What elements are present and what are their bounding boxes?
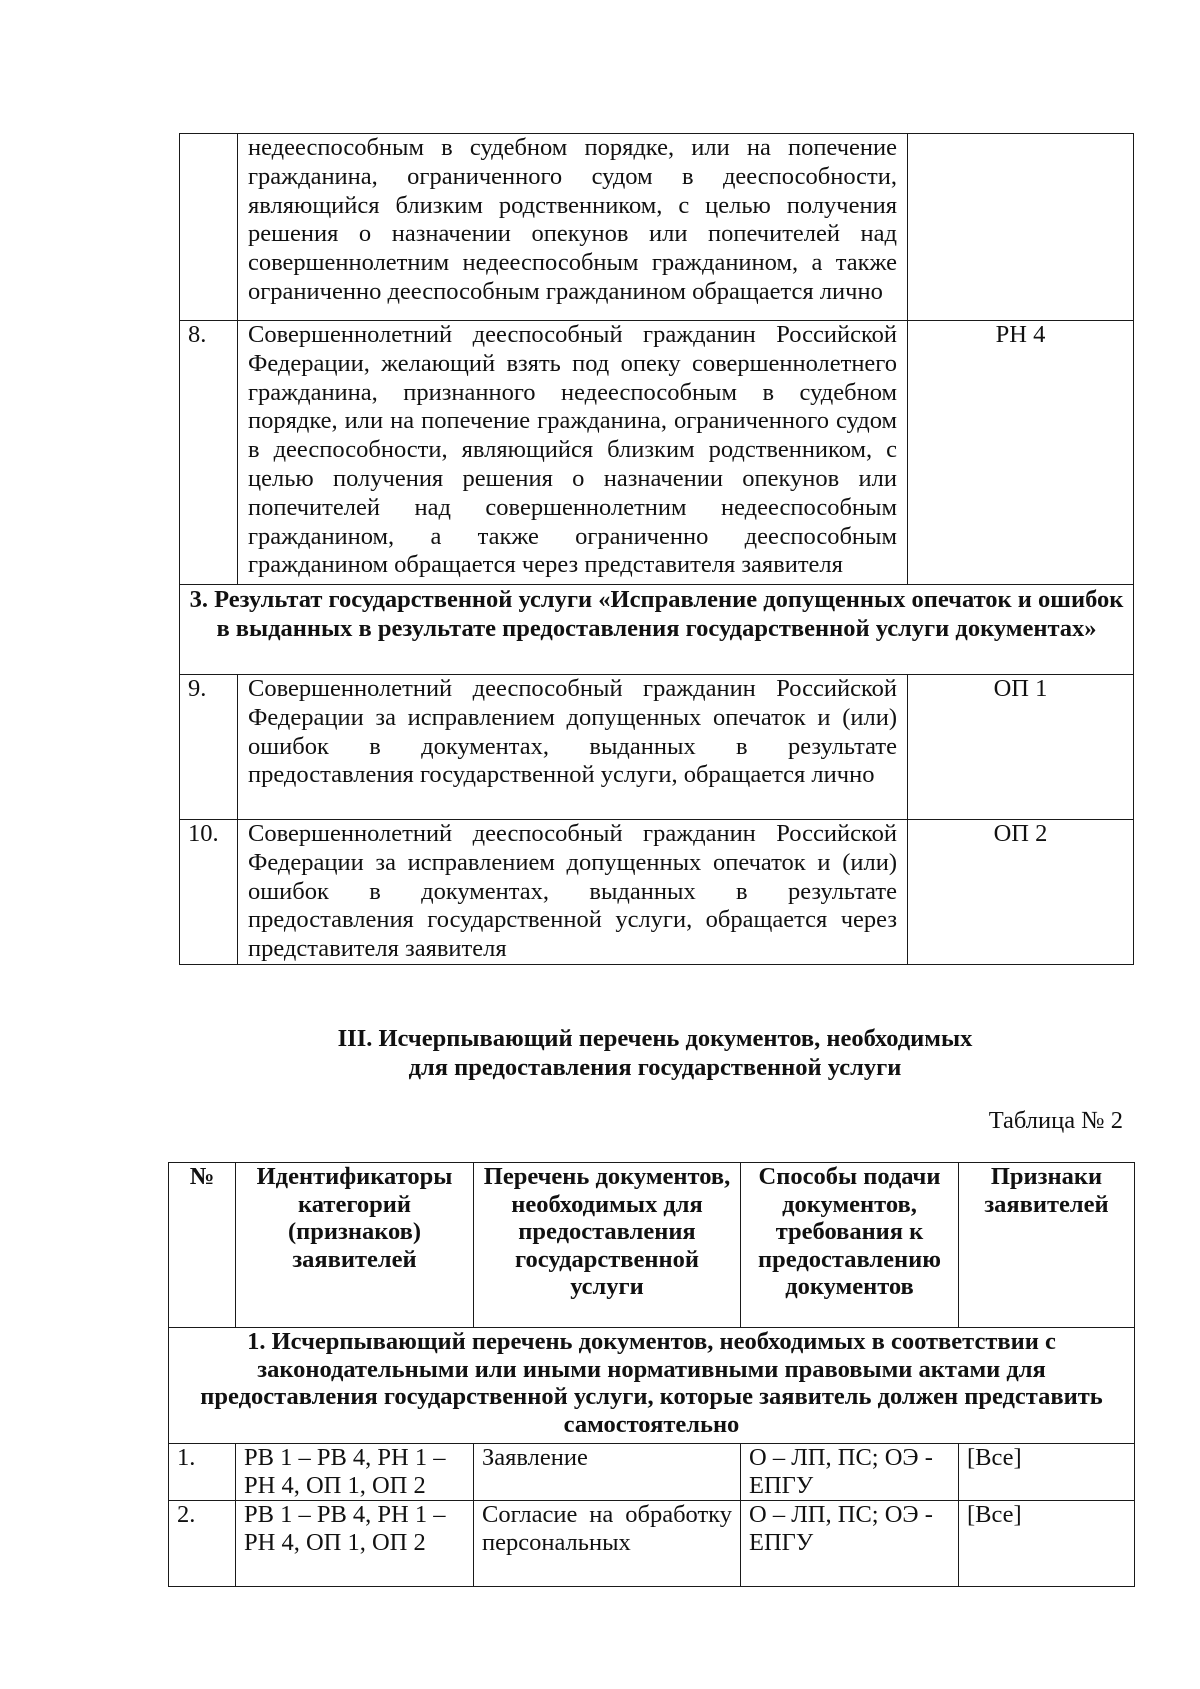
header-signs: Признаки заявителей	[959, 1163, 1135, 1328]
table-row	[180, 134, 1134, 321]
row-identifiers-cell: РВ 1 – РВ 4, РН 1 – РН 4, ОП 1, ОП 2	[236, 1444, 474, 1501]
header-documents: Перечень документов, необходимых для предоставления государственной услуги	[474, 1163, 741, 1328]
table-caption: Таблица № 2	[988, 1107, 1123, 1134]
header-identifiers: Идентификаторы категорий (признаков) заявителей	[236, 1163, 474, 1328]
row-description-cell: недееспособным в судебном порядке, или на попечение гражданина, ограниченного судом в дееспособности, являющийся близким родственником, с целью получения решения о назначении опекунов или попечителей над совершеннолетним недееспособным гражданином, а также ограниченно дееспособным гражданином обращается лично	[238, 134, 908, 321]
row-description-cell: Совершеннолетний дееспособный гражданин Российской Федерации за исправлением допущенных опечаток и (или) ошибок в документах, выданных в результате предоставления государственной услуги, обращается лично	[238, 675, 908, 820]
row-description-cell: Совершеннолетний дееспособный гражданин Российской Федерации за исправлением допущенных опечаток и (или) ошибок в документах, выданных в результате предоставления государственной услуги, обращается через представителя заявителя	[238, 820, 908, 965]
header-methods: Способы подачи документов, требования к предоставлению документов	[741, 1163, 959, 1328]
table-row	[180, 321, 1134, 585]
section-heading-line: III. Исчерпывающий перечень документов, необходимых	[337, 1025, 973, 1052]
row-document-cell: Заявление	[474, 1444, 741, 1501]
row-code-cell: ОП 1	[908, 675, 1134, 820]
section-header-row	[180, 585, 1134, 675]
row-description-cell: Совершеннолетний дееспособный гражданин Российской Федерации, желающий взять под опеку совершеннолетнего гражданина, признанного недееспособным в судебном порядке, или на попечение гражданина, ограниченного судом в дееспособности, являющийся близким родственником, с целью получения решения о назначении опекунов или попечителей над совершеннолетним недееспособным гражданином, а также ограниченно дееспособным гражданином обращается через представителя заявителя	[238, 321, 908, 585]
row-methods-cell: О – ЛП, ПС; ОЭ - ЕПГУ	[741, 1444, 959, 1501]
row-code-cell: ОП 2	[908, 820, 1134, 965]
row-number-cell	[180, 134, 238, 321]
row-number-cell: 9.	[180, 675, 238, 820]
row-code-cell	[908, 134, 1134, 321]
row-signs-cell: [Все]	[959, 1444, 1135, 1501]
row-number-cell: 2.	[169, 1501, 236, 1587]
row-identifiers-cell: РВ 1 – РВ 4, РН 1 – РН 4, ОП 1, ОП 2	[236, 1501, 474, 1587]
section-header: 1. Исчерпывающий перечень документов, необходимых в соответствии с законодательными или иными нормативными правовыми актами для предоставления государственной услуги, которые заявитель должен представить самостоятельно	[169, 1328, 1135, 1444]
section-header: 3. Результат государственной услуги «Исправление допущенных опечаток и ошибок в выданных в результате предоставления государственной услуги документах»	[180, 585, 1134, 675]
row-signs-cell: [Все]	[959, 1501, 1135, 1587]
table-row	[180, 675, 1134, 820]
row-number-cell: 8.	[180, 321, 238, 585]
row-document-cell: Согласие на обработку персональных	[474, 1501, 741, 1587]
row-code-cell: РН 4	[908, 321, 1134, 585]
table-row	[169, 1444, 1135, 1501]
row-number-cell: 1.	[169, 1444, 236, 1501]
applicants-table	[179, 133, 1134, 965]
table-row	[169, 1501, 1135, 1587]
documents-table	[168, 1162, 1135, 1587]
section-heading-line: для предоставления государственной услуги	[408, 1054, 902, 1081]
section-header-row	[169, 1328, 1135, 1444]
header-number: №	[169, 1163, 236, 1328]
table-row	[180, 820, 1134, 965]
row-methods-cell: О – ЛП, ПС; ОЭ - ЕПГУ	[741, 1501, 959, 1587]
table-header-row	[169, 1163, 1135, 1328]
row-number-cell: 10.	[180, 820, 238, 965]
section-heading	[180, 1024, 1130, 1082]
